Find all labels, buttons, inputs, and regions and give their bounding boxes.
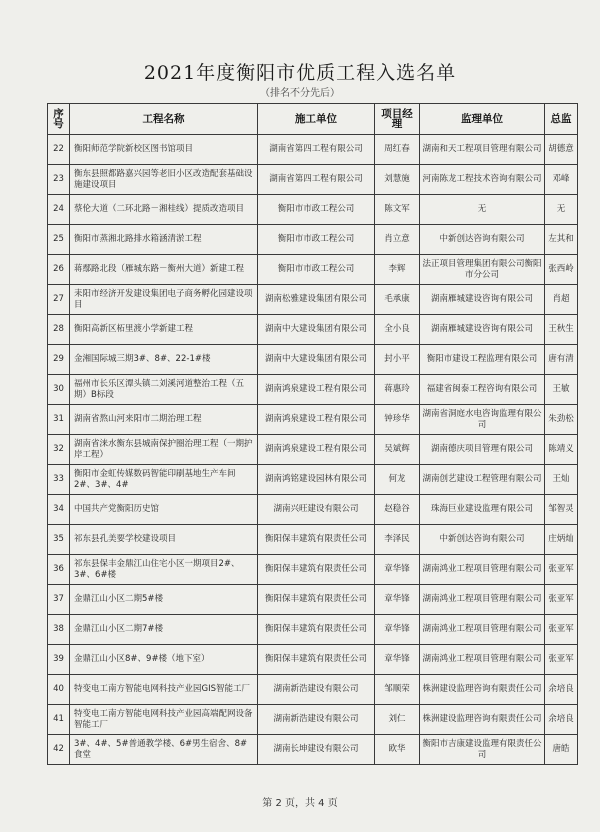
chief-supervisor: 余培良 (545, 675, 578, 705)
row-index: 39 (48, 645, 70, 675)
project-manager: 陈文军 (375, 195, 420, 225)
project-table (47, 103, 578, 765)
project-manager: 吴斌辉 (375, 435, 420, 465)
table-row (48, 465, 578, 495)
project-manager: 封小平 (375, 345, 420, 375)
project-manager: 章华锋 (375, 585, 420, 615)
table-header-row (48, 104, 578, 135)
contractor: 湖南鸿泉建设工程有限公司 (258, 405, 375, 435)
project-manager: 欧华 (375, 735, 420, 765)
table-row (48, 555, 578, 585)
table-row (48, 345, 578, 375)
chief-supervisor: 张西岭 (545, 255, 578, 285)
project-manager: 周红春 (375, 135, 420, 165)
contractor: 湖南长坤建设有限公司 (258, 735, 375, 765)
row-index: 42 (48, 735, 70, 765)
contractor: 湖南兴旺建设有限公司 (258, 495, 375, 525)
contractor: 湖南松雅建设集团有限公司 (258, 285, 375, 315)
chief-supervisor: 胡德意 (545, 135, 578, 165)
supervision-unit: 株洲建设监理咨询有限责任公司 (420, 705, 545, 735)
project-name: 特变电工南方智能电网科技产业园高端配网设备智能工厂 (70, 705, 258, 735)
contractor: 湖南鸿泉建设工程有限公司 (258, 435, 375, 465)
project-manager: 章华锋 (375, 615, 420, 645)
page-subtitle: （排名不分先后） (260, 88, 340, 99)
contractor: 湖南新浩建设有限公司 (258, 705, 375, 735)
project-manager: 肖立意 (375, 225, 420, 255)
chief-supervisor: 余培良 (545, 705, 578, 735)
table-row (48, 435, 578, 465)
row-index: 34 (48, 495, 70, 525)
contractor: 湖南中大建设集团有限公司 (258, 315, 375, 345)
project-name: 金鼎江山小区二期5#楼 (70, 585, 258, 615)
table-row (48, 375, 578, 405)
col-header-supervisor-unit: 监理单位 (420, 104, 545, 135)
project-name: 蒋鄢路北段（雁城东路－衡州大道）新建工程 (70, 255, 258, 285)
project-name: 祁东县孔美要学校建设项目 (70, 525, 258, 555)
row-index: 41 (48, 705, 70, 735)
col-header-contractor: 施工单位 (258, 104, 375, 135)
row-index: 28 (48, 315, 70, 345)
table-row (48, 135, 578, 165)
supervision-unit: 湖南鸿业工程项目管理有限公司 (420, 555, 545, 585)
supervision-unit: 株洲建设监理咨询有限责任公司 (420, 675, 545, 705)
contractor: 衡阳市市政工程公司 (258, 225, 375, 255)
col-header-manager: 项目经理 (375, 104, 420, 135)
supervision-unit: 福建省闽泰工程咨询有限公司 (420, 375, 545, 405)
chief-supervisor: 朱劲松 (545, 405, 578, 435)
supervision-unit: 湖南创艺建设工程管理有限公司 (420, 465, 545, 495)
chief-supervisor: 张亚军 (545, 615, 578, 645)
row-index: 22 (48, 135, 70, 165)
supervision-unit: 湖南德庆项目管理有限公司 (420, 435, 545, 465)
supervision-unit: 衡阳市建设工程监理有限公司 (420, 345, 545, 375)
project-name: 祁东县保丰金鼎江山住宅小区一期项目2#、3#、6#楼 (70, 555, 258, 585)
contractor: 湖南鸿泉建设工程有限公司 (258, 375, 375, 405)
supervision-unit: 湖南雁城建设咨询有限公司 (420, 315, 545, 345)
row-index: 38 (48, 615, 70, 645)
chief-supervisor: 陈靖义 (545, 435, 578, 465)
table-row (48, 195, 578, 225)
project-manager: 全小良 (375, 315, 420, 345)
project-name: 3#、4#、5#普通教学楼、6#男生宿舍、8#食堂 (70, 735, 258, 765)
chief-supervisor: 邓峰 (545, 165, 578, 195)
row-index: 24 (48, 195, 70, 225)
supervision-unit: 衡阳市吉康建设监理有限责任公司 (420, 735, 545, 765)
table-row (48, 585, 578, 615)
table-row (48, 645, 578, 675)
chief-supervisor: 无 (545, 195, 578, 225)
chief-supervisor: 王灿 (545, 465, 578, 495)
row-index: 23 (48, 165, 70, 195)
chief-supervisor: 邹智灵 (545, 495, 578, 525)
project-manager: 钟珍华 (375, 405, 420, 435)
project-name: 耒阳市经济开发建设集团电子商务孵化园建设项目 (70, 285, 258, 315)
contractor: 湖南省第四工程有限公司 (258, 135, 375, 165)
contractor: 湖南省第四工程有限公司 (258, 165, 375, 195)
chief-supervisor: 王秋生 (545, 315, 578, 345)
project-manager: 邹顺荣 (375, 675, 420, 705)
project-name: 衡阳市金虹传媒数码智能印刷基地生产车间2#、3#、4# (70, 465, 258, 495)
contractor: 衡阳市市政工程公司 (258, 255, 375, 285)
project-name: 福州市长乐区潭头镇二刘溪河道整治工程（五期）B标段 (70, 375, 258, 405)
supervision-unit: 无 (420, 195, 545, 225)
chief-supervisor: 张亚军 (545, 645, 578, 675)
project-name: 衡阳高新区柘里渡小学新建工程 (70, 315, 258, 345)
table-row (48, 615, 578, 645)
row-index: 30 (48, 375, 70, 405)
col-header-index: 序号 (48, 104, 70, 135)
page-footer: 第 2 页，共 4 页 (262, 798, 338, 809)
project-manager: 李辉 (375, 255, 420, 285)
project-manager: 何龙 (375, 465, 420, 495)
row-index: 25 (48, 225, 70, 255)
contractor: 衡阳市市政工程公司 (258, 195, 375, 225)
project-name: 金鼎江山小区8#、9#楼（地下室） (70, 645, 258, 675)
project-name: 中国共产党衡阳历史馆 (70, 495, 258, 525)
table-row (48, 675, 578, 705)
project-manager: 蒋惠玲 (375, 375, 420, 405)
contractor: 湖南鸿铭建设园林有限公司 (258, 465, 375, 495)
supervision-unit: 中新创达咨询有限公司 (420, 225, 545, 255)
supervision-unit: 湖南省洞庭水电咨询监理有限公司 (420, 405, 545, 435)
contractor: 衡阳保丰建筑有限责任公司 (258, 645, 375, 675)
supervision-unit: 湖南鸿业工程项目管理有限公司 (420, 645, 545, 675)
table-row (48, 525, 578, 555)
project-name: 衡阳师范学院新校区图书馆项目 (70, 135, 258, 165)
row-index: 36 (48, 555, 70, 585)
project-manager: 李泽民 (375, 525, 420, 555)
contractor: 衡阳保丰建筑有限责任公司 (258, 615, 375, 645)
project-manager: 章华锋 (375, 555, 420, 585)
table-row (48, 405, 578, 435)
project-manager: 毛承康 (375, 285, 420, 315)
chief-supervisor: 肖超 (545, 285, 578, 315)
project-name: 蔡伦大道（二环北路－湘桂线）提质改造项目 (70, 195, 258, 225)
project-name: 湖南省熬山河来阳市二期治理工程 (70, 405, 258, 435)
contractor: 衡阳保丰建筑有限责任公司 (258, 585, 375, 615)
chief-supervisor: 张亚军 (545, 555, 578, 585)
table-row (48, 255, 578, 285)
supervision-unit: 湖南鸿业工程项目管理有限公司 (420, 585, 545, 615)
project-name: 衡阳市蒸湘北路排水箱涵清淤工程 (70, 225, 258, 255)
supervision-unit: 珠海巨业建设监理有限公司 (420, 495, 545, 525)
project-name: 湖南省涞水衡东县城南保护圈治理工程（一期护岸工程） (70, 435, 258, 465)
table-row (48, 285, 578, 315)
row-index: 40 (48, 675, 70, 705)
row-index: 27 (48, 285, 70, 315)
contractor: 湖南新浩建设有限公司 (258, 675, 375, 705)
chief-supervisor: 左其和 (545, 225, 578, 255)
table-row (48, 165, 578, 195)
table-row (48, 705, 578, 735)
row-index: 31 (48, 405, 70, 435)
chief-supervisor: 张亚军 (545, 585, 578, 615)
row-index: 37 (48, 585, 70, 615)
project-manager: 赵稳谷 (375, 495, 420, 525)
table-row (48, 735, 578, 765)
table-row (48, 225, 578, 255)
supervision-unit: 湖南雁城建设咨询有限公司 (420, 285, 545, 315)
project-manager: 章华锋 (375, 645, 420, 675)
page-title: 2021年度衡阳市优质工程入选名单 (143, 62, 457, 84)
supervision-unit: 法正项目管理集团有限公司衡阳市分公司 (420, 255, 545, 285)
project-name: 特变电工南方智能电网科技产业园GIS智能工厂 (70, 675, 258, 705)
project-name: 金鼎江山小区二期7#楼 (70, 615, 258, 645)
contractor: 衡阳保丰建筑有限责任公司 (258, 555, 375, 585)
chief-supervisor: 王敏 (545, 375, 578, 405)
col-header-project: 工程名称 (70, 104, 258, 135)
row-index: 35 (48, 525, 70, 555)
row-index: 26 (48, 255, 70, 285)
row-index: 32 (48, 435, 70, 465)
project-name: 衡东县照都路嘉兴园等老旧小区改造配套基础设施建设项目 (70, 165, 258, 195)
supervision-unit: 中新创达咨询有限公司 (420, 525, 545, 555)
chief-supervisor: 唐皓 (545, 735, 578, 765)
table-row (48, 315, 578, 345)
supervision-unit: 湖南鸿业工程项目管理有限公司 (420, 615, 545, 645)
project-manager: 刘慧施 (375, 165, 420, 195)
contractor: 衡阳保丰建筑有限责任公司 (258, 525, 375, 555)
chief-supervisor: 唐有清 (545, 345, 578, 375)
project-name: 金湘国际城三期3#、8#、22-1#楼 (70, 345, 258, 375)
supervision-unit: 河南陈龙工程技术咨询有限公司 (420, 165, 545, 195)
row-index: 29 (48, 345, 70, 375)
chief-supervisor: 庄炳灿 (545, 525, 578, 555)
table-row (48, 495, 578, 525)
project-manager: 刘仁 (375, 705, 420, 735)
contractor: 湖南中大建设集团有限公司 (258, 345, 375, 375)
row-index: 33 (48, 465, 70, 495)
col-header-chief-supervisor: 总监 (545, 104, 578, 135)
supervision-unit: 湖南和天工程项目管理有限公司 (420, 135, 545, 165)
